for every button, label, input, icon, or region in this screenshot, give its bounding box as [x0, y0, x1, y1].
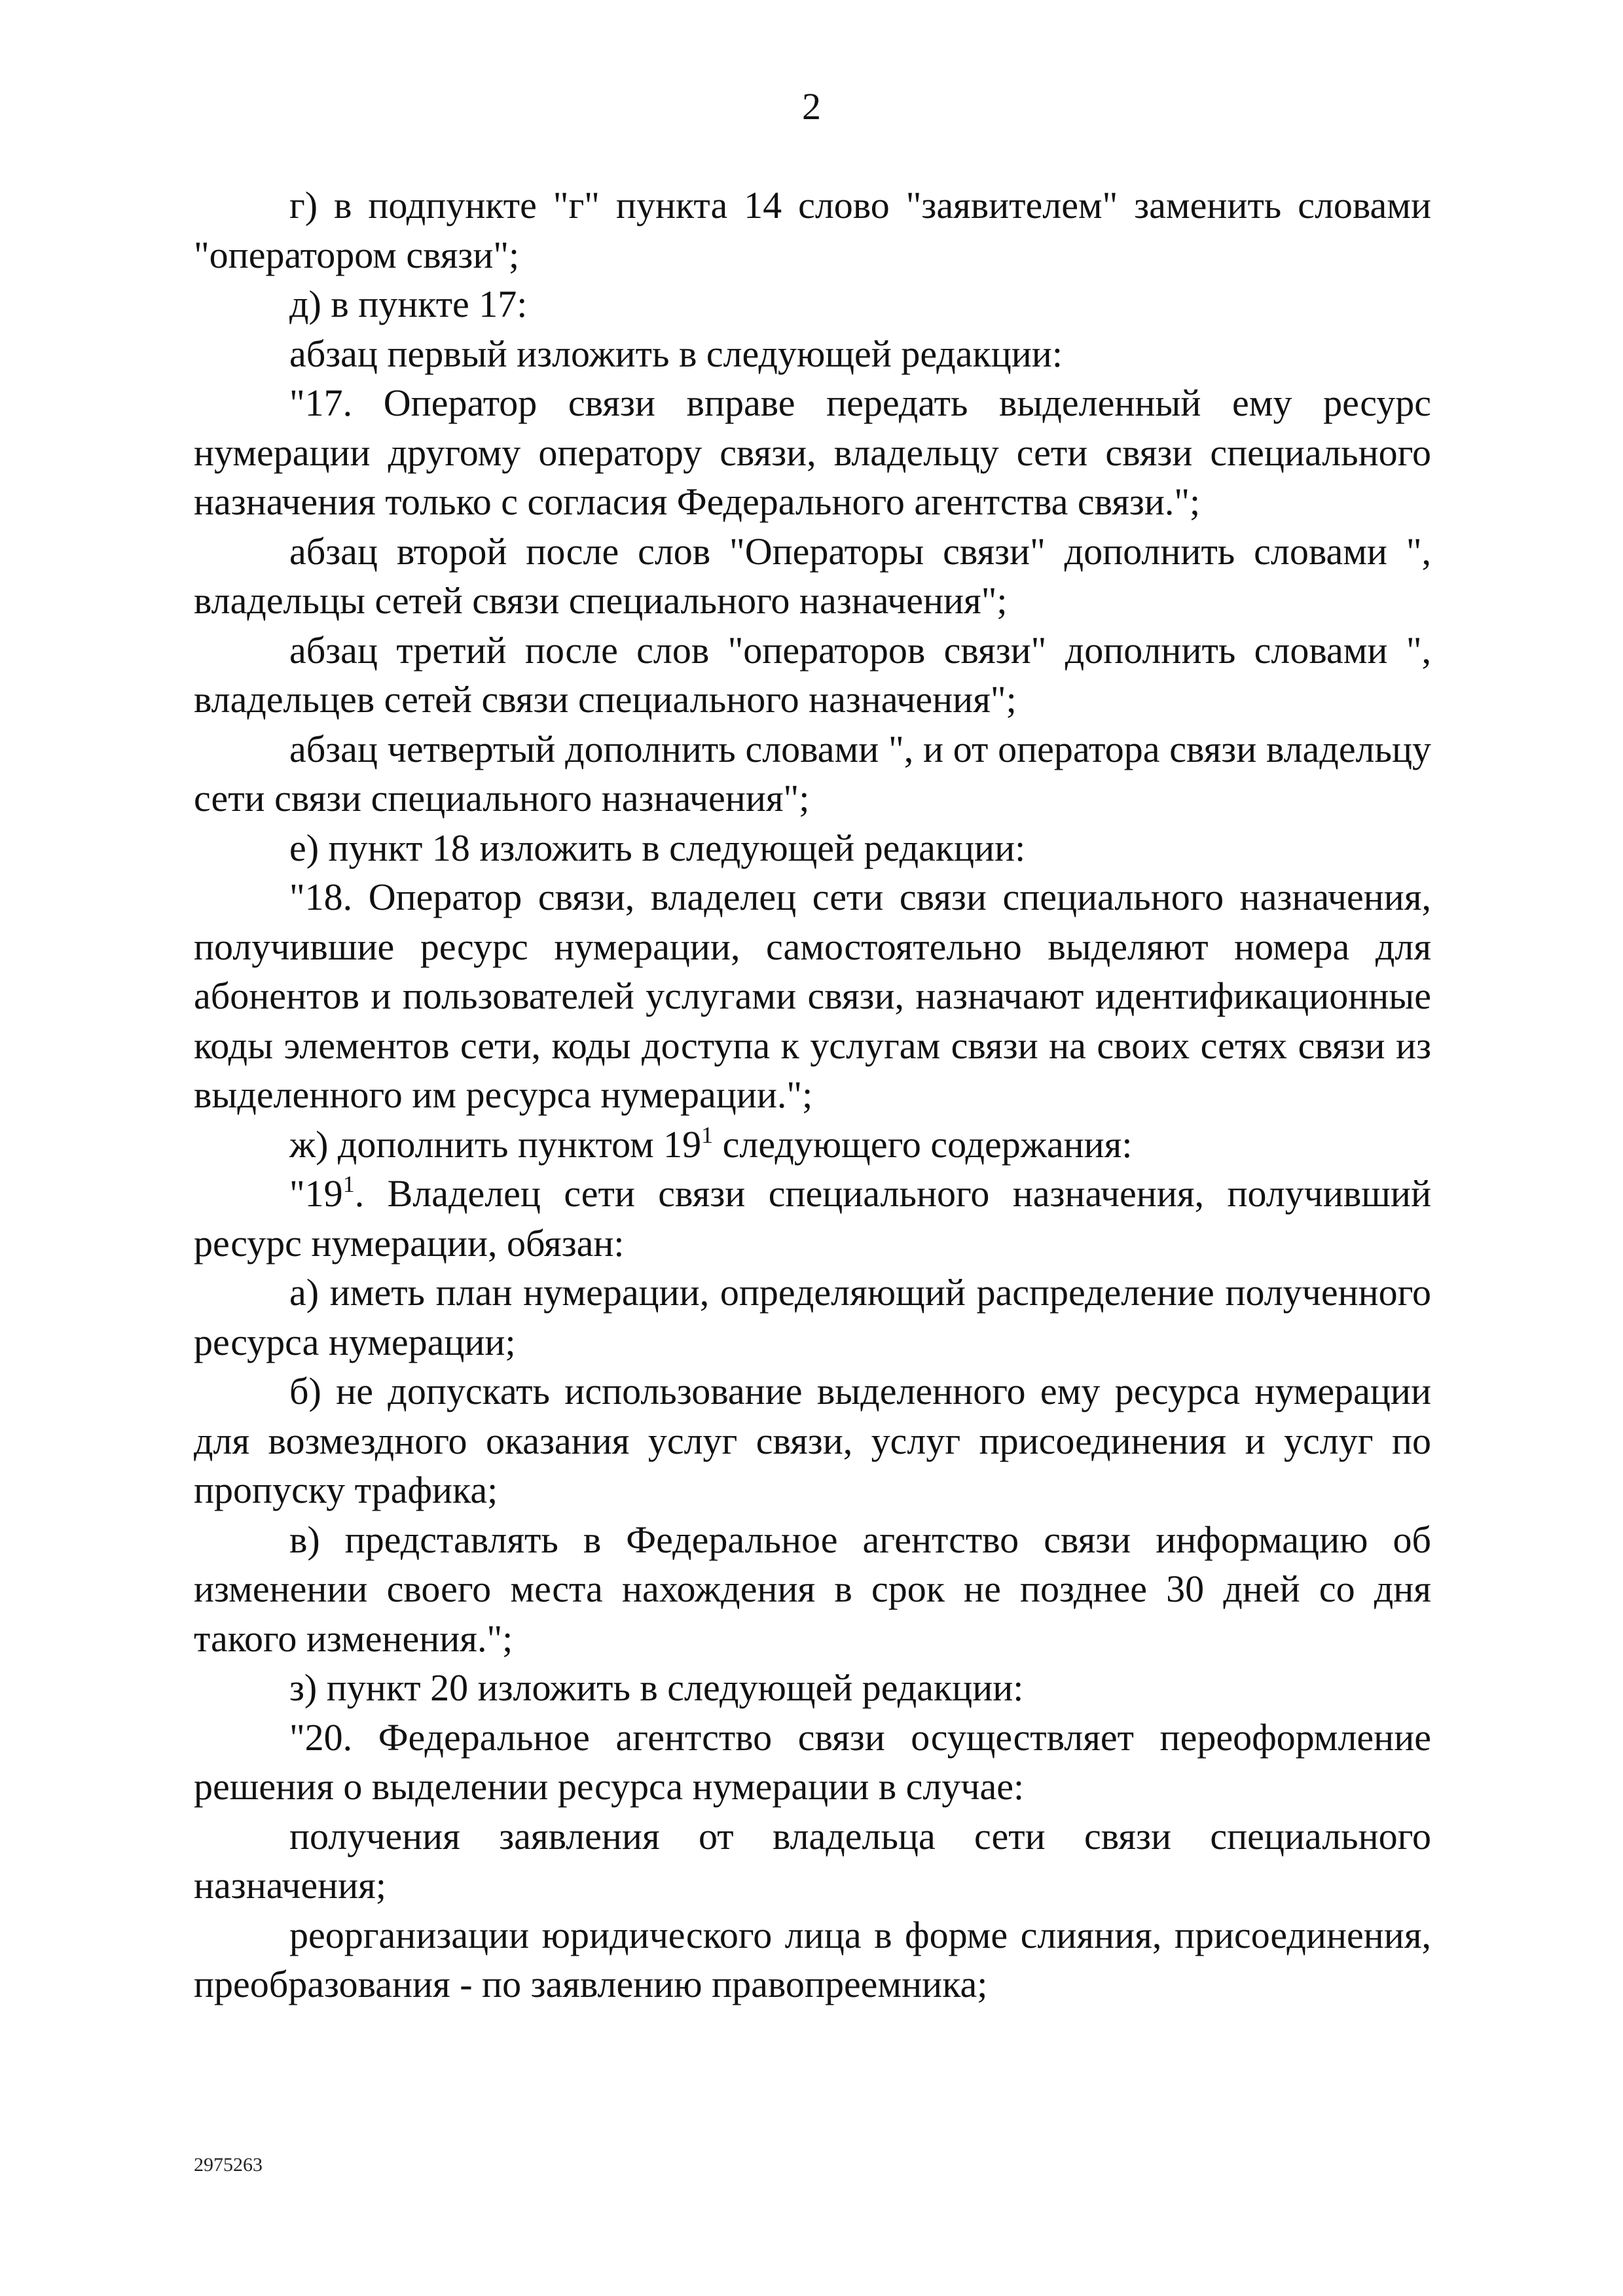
paragraph-zh-before: ж) дополнить пунктом 19 [289, 1122, 702, 1166]
paragraph-zh [194, 1120, 1431, 1170]
paragraph-b: б) не допускать использование выделенного ему ресурса нумерации для возмездного оказания услуг связи, услуг присоединения и услуг по пропуску трафика; [194, 1370, 1431, 1511]
paragraph-abzac-1: абзац первый изложить в следующей редакции: [289, 332, 1063, 375]
superscript: 1 [342, 1171, 355, 1197]
page-number: 2 [802, 85, 821, 128]
paragraph-zh-after: следующего содержания: [713, 1122, 1133, 1166]
paragraph-19-before: "19 [289, 1172, 343, 1215]
document-body [194, 181, 1431, 2009]
paragraph-e: е) пункт 18 изложить в следующей редакции: [289, 826, 1026, 869]
paragraph-abzac-2: абзац второй после слов "Операторы связи" дополнить словами ", владельцы сетей связи специального назначения"; [194, 529, 1431, 622]
paragraph-g: г) в подпункте "г" пункта 14 слово "заявителем" заменить словами "оператором связи"; [194, 184, 1431, 276]
paragraph-abzac-4: абзац четвертый дополнить словами ", и от оператора связи владельцу сети связи специального назначения"; [194, 727, 1431, 819]
paragraph-19-after: . Владелец сети связи специального назначения, получивший ресурс нумерации, обязан: [194, 1172, 1431, 1265]
paragraph-d: д) в пункте 17: [289, 283, 528, 325]
paragraph-a: а) иметь план нумерации, определяющий распределение полученного ресурса нумерации; [194, 1271, 1431, 1363]
superscript: 1 [701, 1121, 714, 1148]
paragraph-19-1-text [194, 1169, 1431, 1268]
paragraph-z: з) пункт 20 изложить в следующей редакции: [289, 1666, 1024, 1709]
paragraph-case-2: реорганизации юридического лица в форме слияния, присоединения, преобразования - по заявлению правопреемника; [194, 1913, 1431, 2005]
paragraph-case-1: получения заявления от владельца сети связи специального назначения; [194, 1814, 1431, 1907]
paragraph-v: в) представлять в Федеральное агентство связи информацию об изменении своего места нахождения в срок не позднее 30 дней со дня такого изменения."; [194, 1518, 1431, 1660]
paragraph-abzac-3: абзац третий после слов "операторов связи" дополнить словами ", владельцев сетей связи специального назначения"; [194, 628, 1431, 721]
paragraph-17-text: "17. Оператор связи вправе передать выделенный ему ресурс нумерации другому оператору связи, владельцу сети связи специального назначения только с согласия Федерального агентства связи."; [194, 382, 1431, 523]
document-code: 2975263 [194, 2154, 263, 2176]
paragraph-20-text: "20. Федеральное агентство связи осуществляет переоформление решения о выделении ресурса нумерации в случае: [194, 1715, 1431, 1808]
paragraph-18-text: "18. Оператор связи, владелец сети связи специального назначения, получившие ресурс нумерации, самостоятельно выделяют номера для абонентов и пользователей услугами связи, назначают идентификационные коды элементов сети, коды доступа к услугам связи на своих сетях связи из выделенного им ресурса нумерации."; [194, 876, 1431, 1116]
